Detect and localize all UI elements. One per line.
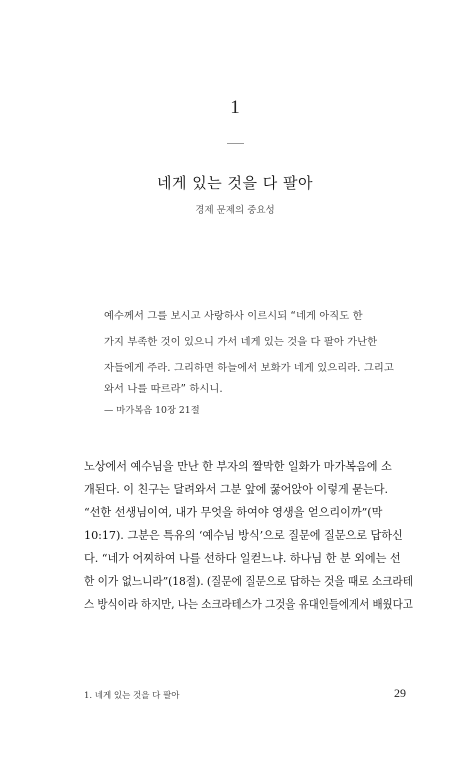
epigraph-source: — 마가복음 10장 21절 xyxy=(104,405,200,416)
body-line: 10:17). 그분은 특유의 ‘예수님 방식’으로 질문에 질문으로 답하신 xyxy=(84,529,403,542)
body-line: 한 이가 없느니라”(18절). (질문에 질문으로 답하는 것을 때로 소크라테 xyxy=(84,575,414,588)
body-line: 스 방식이라 하지만, 나는 소크라테스가 그것을 유대인들에게서 배웠다고 xyxy=(84,598,413,611)
epigraph-line: 와서 나를 따르라” 하시니. xyxy=(104,383,223,395)
chapter-title: 네게 있는 것을 다 팔아 xyxy=(157,174,313,192)
epigraph-line: 가지 부족한 것이 있으니 가서 네게 있는 것을 다 팔아 가난한 xyxy=(104,336,378,348)
body-line: 개된다. 이 친구는 달려와서 그분 앞에 꿇어앉아 이렇게 묻는다. xyxy=(84,483,388,496)
chapter-subtitle: 경제 문제의 중요성 xyxy=(195,205,275,216)
chapter-divider xyxy=(227,143,244,144)
body-line: 다. “네가 어찌하여 나를 선하다 일컫느냐. 하나님 한 분 외에는 선 xyxy=(84,552,401,565)
page-number: 29 xyxy=(394,686,406,700)
body-line: “선한 선생님이여, 내가 무엇을 하여야 영생을 얻으리이까”(막 xyxy=(84,506,383,519)
epigraph-line: 자들에게 주라. 그리하면 하늘에서 보화가 네게 있으리라. 그리고 xyxy=(104,362,394,374)
chapter-number: 1 xyxy=(230,97,240,118)
epigraph-line: 예수께서 그를 보시고 사랑하사 이르시되 “네게 아직도 한 xyxy=(104,310,363,322)
body-line: 노상에서 예수님을 만난 한 부자의 짤막한 일화가 마가복음에 소 xyxy=(84,460,392,473)
running-head: 1. 네게 있는 것을 다 팔아 xyxy=(84,691,180,701)
